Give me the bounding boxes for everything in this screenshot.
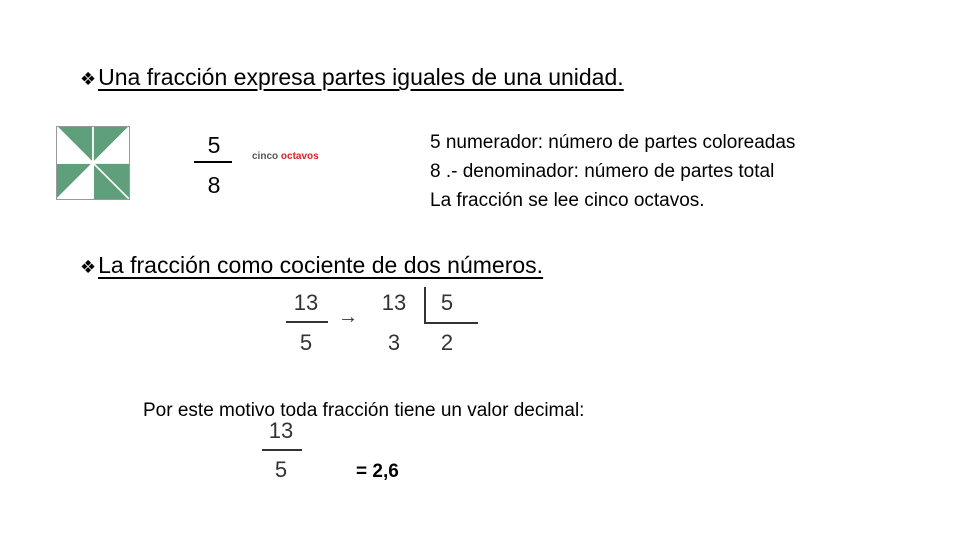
fraction-bar xyxy=(194,161,232,163)
fraction-numerator: 5 xyxy=(207,132,221,158)
quotient: 2 xyxy=(440,330,454,355)
heading-fraction-definition xyxy=(80,64,624,91)
diamond-bullet-icon: ❖ xyxy=(80,69,97,89)
division-bracket-horizontal xyxy=(424,322,478,324)
label-prefix: cinco xyxy=(252,151,279,162)
divisor: 5 xyxy=(440,290,454,315)
division-fraction-numerator: 13 xyxy=(293,290,319,315)
heading-text: Una fracción expresa partes iguales de una unidad. xyxy=(98,64,624,90)
definition-numerator: 5 numerador: número de partes coloreadas xyxy=(430,132,796,153)
remainder: 3 xyxy=(387,330,401,355)
decimal-statement: Por este motivo toda fracción tiene un valor decimal: xyxy=(143,400,585,421)
decimal-result: = 2,6 xyxy=(356,461,399,482)
definition-reading: La fracción se lee cinco octavos. xyxy=(430,190,705,211)
division-fraction-denominator: 5 xyxy=(299,330,313,355)
decimal-fraction-denominator: 5 xyxy=(274,457,288,482)
diamond-bullet-icon: ❖ xyxy=(80,257,97,277)
division-fraction-bar xyxy=(286,321,328,323)
division-bracket-vertical xyxy=(424,287,426,324)
heading-fraction-quotient xyxy=(80,252,543,279)
definitions-block xyxy=(430,128,795,215)
definition-denominator: 8 .- denominador: número de partes total xyxy=(430,161,775,182)
fraction-square-image xyxy=(56,126,130,200)
fraction-denominator: 8 xyxy=(207,172,221,198)
right-arrow-icon: → xyxy=(338,306,358,328)
heading-text: La fracción como cociente de dos números. xyxy=(98,252,544,278)
dividend: 13 xyxy=(381,290,407,315)
label-word: octavos xyxy=(280,151,319,162)
fraction-reading-label xyxy=(252,151,319,162)
decimal-fraction-bar xyxy=(262,449,302,451)
decimal-fraction-numerator: 13 xyxy=(268,418,294,443)
